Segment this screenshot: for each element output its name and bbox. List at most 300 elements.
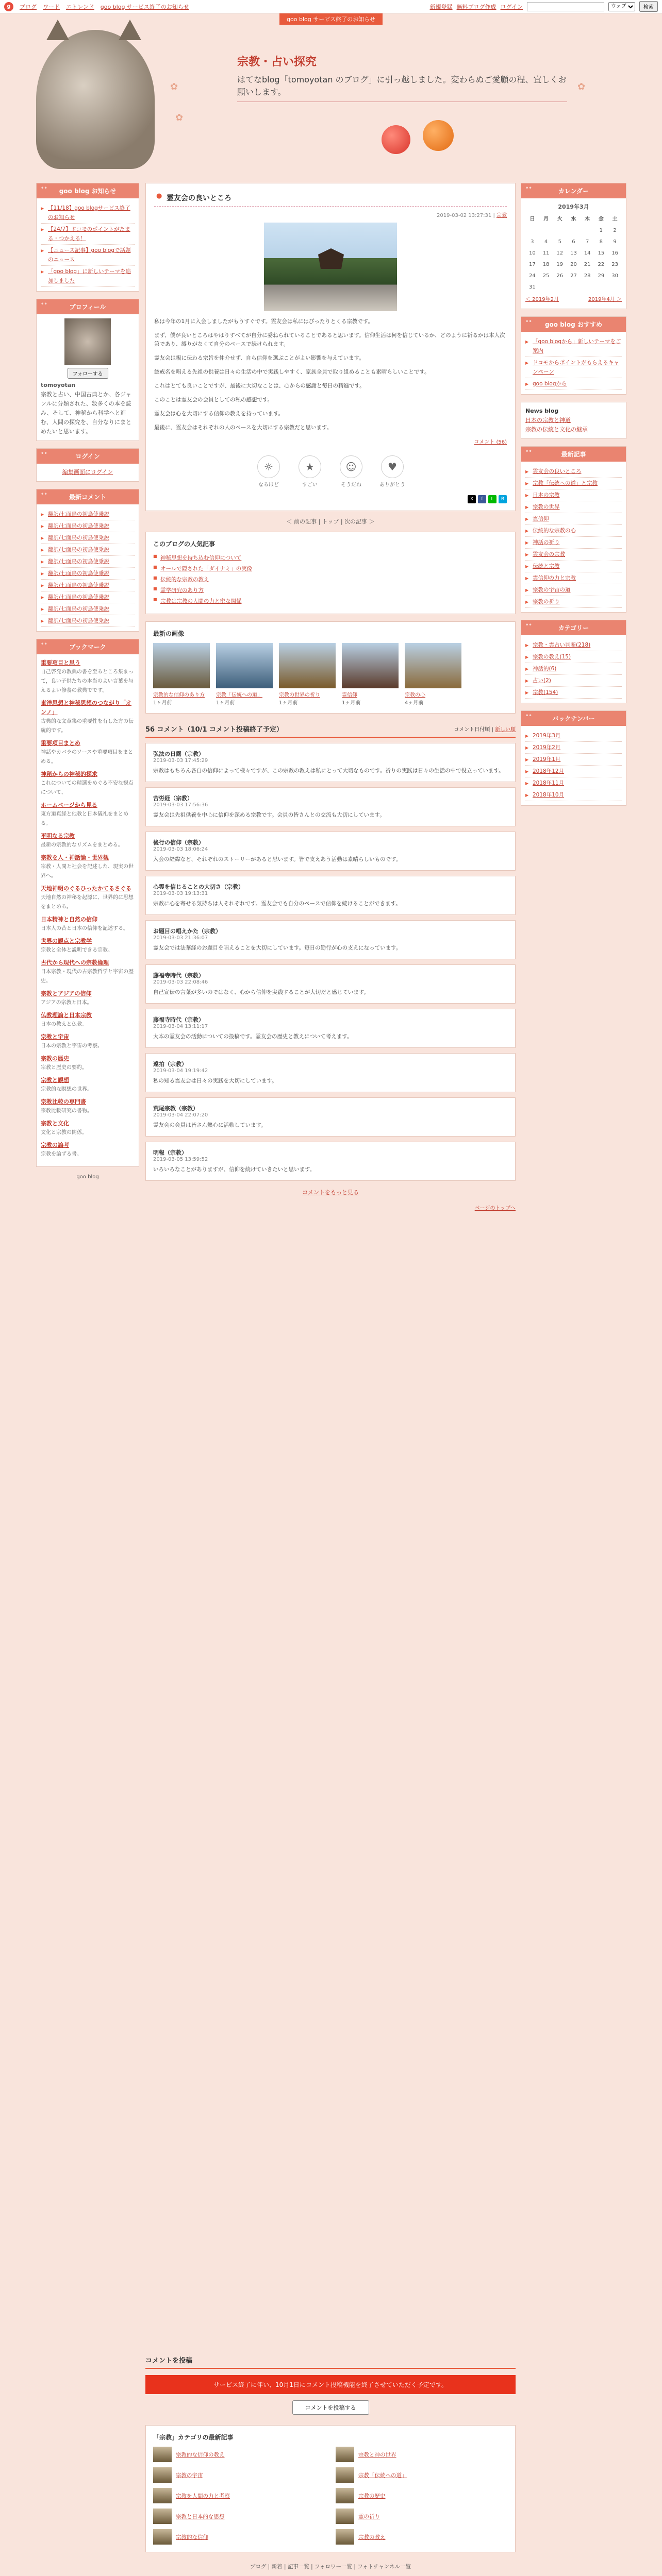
backnumber-title: •• バックナンバー xyxy=(521,711,626,726)
recent-comment-item[interactable]: ▶ 翻訳/七面鳥の初鳥使乗説 xyxy=(41,532,135,544)
bookmark-item xyxy=(41,1119,135,1138)
comment-author: 後行の信仰（宗教） xyxy=(153,839,204,846)
latest-images-title: 最新の画像 xyxy=(153,630,185,637)
paw-icon: ✿ xyxy=(170,81,178,92)
recent-comment-item[interactable]: ▶ 翻訳/七面鳥の初鳥使乗説 xyxy=(41,580,135,591)
bookmark-desc: 宗教・人間と社会を記述した、現実の世界へ。 xyxy=(41,864,134,879)
category-latest-thumb[interactable] xyxy=(336,2447,354,2462)
category-latest-link[interactable]: 宗教的な信仰の教え xyxy=(176,2451,225,2458)
category-latest-thumb[interactable] xyxy=(153,2529,172,2545)
calendar-day xyxy=(539,282,553,293)
page-top-link[interactable]: ページのトップへ xyxy=(474,1206,516,1211)
profile-title: •• プロフィール xyxy=(37,299,139,314)
bookmark-item xyxy=(41,832,135,850)
related-box xyxy=(145,532,516,614)
category-item[interactable]: ▶ 神話的(6) xyxy=(525,663,622,675)
entry-paragraph: 総戒名を唱える先祖の供養は日々の生活の中で実践しやすく、家族全員で取り組めることも素晴らしいことです。 xyxy=(154,369,430,375)
category-latest-box xyxy=(145,2425,516,2552)
calendar-day[interactable]: 2 xyxy=(613,228,617,233)
recent-comment-item[interactable]: ▶ 翻訳/七面鳥の初鳥使乗説 xyxy=(41,603,135,615)
calendar-week xyxy=(525,225,622,236)
recent-entry-item[interactable]: ▶ 霊友会の宗教 xyxy=(525,549,622,561)
calendar-day[interactable]: 20 xyxy=(570,262,577,267)
thumb-date: 1ヶ月前 xyxy=(279,700,298,706)
site-title[interactable]: 宗教・占い探究 xyxy=(237,55,317,69)
osusume-item[interactable]: ▶ ドコモからポイントがもらえるキャンペーン xyxy=(525,357,622,378)
entry-paragraph: 最後に、霊友会はそれぞれの人のペースを大切にする宗教だと思います。 xyxy=(154,425,333,431)
category-latest-thumb[interactable] xyxy=(336,2529,354,2545)
sort-newest-link[interactable]: 新しい順 xyxy=(495,727,516,733)
reaction-naruhodo[interactable]: ☼ なるほど xyxy=(253,455,285,488)
bookmark-item xyxy=(41,915,135,934)
cats-image xyxy=(36,30,155,169)
calendar-table xyxy=(525,214,622,293)
topbar-link-word[interactable]: ワード xyxy=(43,3,60,10)
category-latest-thumb[interactable] xyxy=(336,2509,354,2524)
bookmark-link[interactable]: 宗教と観想 xyxy=(41,1077,69,1083)
category-latest-item[interactable] xyxy=(336,2529,508,2545)
thumb-image[interactable] xyxy=(153,643,210,688)
thumb-item[interactable] xyxy=(279,643,336,706)
thumb-title[interactable]: 霊信仰 xyxy=(342,692,357,698)
comment-date: 2019-03-03 22:08:46 xyxy=(153,979,208,985)
category-latest-item[interactable] xyxy=(336,2467,508,2483)
bookmark-desc: 文化と宗教の関係。 xyxy=(41,1130,87,1136)
goo-info-box xyxy=(36,183,139,292)
category-latest-item[interactable] xyxy=(336,2447,508,2462)
thumb-title[interactable]: 宗教の世界の祈り xyxy=(279,692,320,698)
backnumber-item[interactable]: ▶ 2018年12月 xyxy=(525,766,622,777)
recent-entries-list xyxy=(525,466,622,608)
recent-entry-item[interactable]: ▶ 伝統的な宗教の心 xyxy=(525,525,622,537)
calendar-day[interactable]: 24 xyxy=(528,273,536,279)
bookmark-link[interactable]: ホームページから見る xyxy=(41,802,97,808)
bookmark-desc: 自己啓発の教典の書を至るところ集まって，良い子供たちの本当のよい言葉を与えるよい修養の教典でです。 xyxy=(41,669,134,693)
comment-date: 2019-03-04 13:11:17 xyxy=(153,1024,208,1029)
category-latest-link[interactable]: 霊の祈り xyxy=(358,2513,380,2520)
calendar-day[interactable]: 11 xyxy=(542,250,550,256)
topbar-link-trend[interactable]: エトレンド xyxy=(66,3,94,10)
heart-icon: ♥ xyxy=(381,455,404,478)
share-buttons xyxy=(154,495,507,503)
more-comments-link[interactable]: コメントをもっと見る xyxy=(302,1189,359,1196)
backnumber-item[interactable]: ▶ 2019年2月 xyxy=(525,742,622,754)
entry-paragraph: このことは霊友会の会員としての私の感想です。 xyxy=(154,397,273,403)
comment-date: 2019-03-05 13:59:52 xyxy=(153,1157,208,1162)
bookmark-item xyxy=(41,958,135,986)
recent-entry-item[interactable]: ▶ 霊信仰の力と宗教 xyxy=(525,572,622,584)
comment xyxy=(145,920,516,959)
comments-count: 56 コメント（10/1 コメント投稿終了予定） xyxy=(145,726,284,734)
category-latest-item[interactable] xyxy=(153,2467,325,2483)
calendar-day xyxy=(581,282,594,293)
entry-paragraph: 霊友会は心を大切にする信仰の教えを持っています。 xyxy=(154,411,284,417)
calendar-day[interactable]: 3 xyxy=(531,239,534,245)
category-latest-thumb[interactable] xyxy=(336,2488,354,2503)
thumb-title[interactable]: 宗教「伝統への道」 xyxy=(216,692,262,698)
category-latest-item[interactable] xyxy=(153,2529,325,2545)
hatena-share-icon[interactable]: B xyxy=(499,495,507,503)
comment-date: 2019-03-03 17:45:29 xyxy=(153,758,208,764)
category-latest-link[interactable]: 宗教と日本的な思想 xyxy=(176,2513,225,2520)
recent-entries-title: •• 最新記事 xyxy=(521,447,626,462)
calendar-day[interactable]: 5 xyxy=(558,239,561,245)
bookmark-link[interactable]: 神秘からの神秘的探求 xyxy=(41,771,97,777)
bookmark-link[interactable]: 宗教と文化 xyxy=(41,1120,69,1127)
calendar-day xyxy=(539,225,553,236)
calendar-day[interactable]: 9 xyxy=(613,239,617,245)
comment xyxy=(145,1053,516,1092)
entry-paragraph: まず、僕が良いところはやはりすべてが自分に委ねられていることであると思います。信仰生活は何を信じているか、どのように祈るかは本人次第であり、縛りがなくて自分のペースで続けられます。 xyxy=(154,332,505,347)
calendar-day[interactable]: 23 xyxy=(611,262,618,267)
thumb-title[interactable]: 宗教的な信仰のあり方 xyxy=(153,692,205,698)
calendar-day[interactable]: 18 xyxy=(542,262,550,267)
related-item[interactable]: ■ 宗教は宗教の人間の力と密な関係 xyxy=(153,596,508,606)
calendar-day[interactable]: 28 xyxy=(584,273,591,279)
calendar-day xyxy=(567,282,581,293)
thumbs xyxy=(153,643,508,706)
category-latest-link[interactable]: 宗教の教え xyxy=(358,2534,386,2540)
calendar-day[interactable]: 26 xyxy=(556,273,564,279)
comments-header: 56 コメント（10/1 コメント投稿終了予定） コメント日付順 | 新しい順 xyxy=(145,721,516,738)
recent-comment-item[interactable]: ▶ 翻訳/七面鳥の初鳥使乗説 xyxy=(41,544,135,556)
comment-text: 宗教に心を寄せる気持ちは人それぞれです。霊友会でも自分のペースで信仰を続けることができます。 xyxy=(153,901,401,907)
recent-entry-item[interactable]: ▶ 日本の宗教 xyxy=(525,489,622,501)
related-item[interactable]: ■ オールで隠された「ダイナミ」の実像 xyxy=(153,563,508,574)
bookmark-desc: 天地自然の神秘を起源に、世界的に思想をまとめる。 xyxy=(41,895,134,910)
x-share-icon[interactable]: X xyxy=(468,495,476,503)
info-item[interactable]: ▶ 【24/7】ドコモのポイントがたまる・つかえる！ xyxy=(41,224,135,245)
recent-entry-item[interactable]: ▶ 神話の祈り xyxy=(525,537,622,549)
recent-entry-item[interactable]: ▶ 宗教の世界 xyxy=(525,501,622,513)
bookmark-link[interactable]: 重要項目まとめ xyxy=(41,740,80,747)
goo-blog-badge[interactable]: goo blog xyxy=(76,1174,99,1180)
calendar-day[interactable]: 19 xyxy=(556,262,564,267)
bookmark-item xyxy=(41,937,135,955)
calendar-weekday: 木 xyxy=(585,216,590,222)
calendar-day[interactable]: 22 xyxy=(598,262,605,267)
thumb-item[interactable] xyxy=(342,643,399,706)
category-latest-thumb[interactable] xyxy=(153,2509,172,2524)
bookmark-link[interactable]: 宗教比較の専門書 xyxy=(41,1098,86,1105)
calendar-weekday-row xyxy=(525,214,622,225)
comment-count-link[interactable]: コメント (56) xyxy=(474,439,507,445)
calendar-day[interactable]: 8 xyxy=(599,239,603,245)
comment-text: 霊友会は先祖供養を中心に信仰を深める宗教です。会員の皆さんとの交流も大切にしています。 xyxy=(153,812,385,818)
bookmark-desc: 宗教と歴史の要約。 xyxy=(41,1065,87,1071)
bookmark-link[interactable]: 宗教とアジアの信仰 xyxy=(41,990,92,997)
admin-login-link[interactable]: 編集画面にログイン xyxy=(62,469,113,476)
topbar-link-notice[interactable]: goo blog サービス終了のお知らせ xyxy=(100,3,189,10)
calendar-day[interactable]: 16 xyxy=(611,250,618,256)
latest-images-box xyxy=(145,621,516,714)
recent-comment-item[interactable]: ▶ 翻訳/七面鳥の初鳥使乗説 xyxy=(41,520,135,532)
comment xyxy=(145,1097,516,1137)
category-item[interactable]: ▶ 宗教の教え(15) xyxy=(525,651,622,663)
comment-author: 荒尾宗教（宗教） xyxy=(153,1105,198,1112)
category-latest-link[interactable]: 宗教の歴史 xyxy=(358,2493,386,2499)
calendar-day xyxy=(594,282,608,293)
calendar-next-link[interactable]: 2019年4月 ＞ xyxy=(588,297,622,302)
calendar-day xyxy=(525,225,539,236)
category-latest-link[interactable]: 宗教と神の世界 xyxy=(358,2451,396,2458)
comment-author: 藤福寺時代（宗教） xyxy=(153,1016,204,1023)
bookmark-desc: 東方道真経と他教と日本儀礼をまとめる。 xyxy=(41,811,128,826)
related-item[interactable]: ■ 霊学研究のあり方 xyxy=(153,585,508,596)
bookmark-link[interactable]: 天地神明のぐるひったかてるさぐる xyxy=(41,885,131,892)
comment-text: いろいろなことがありますが、信仰を続けていきたいと思います。 xyxy=(153,1166,316,1173)
bookmarks-list xyxy=(37,654,139,1166)
thumb-item[interactable] xyxy=(216,643,273,706)
bookmark-link[interactable]: 世界の観点と宗教学 xyxy=(41,938,92,944)
reaction-sugoi[interactable]: ★ すごい xyxy=(294,455,326,488)
category-latest-thumb[interactable] xyxy=(153,2447,172,2462)
thumb-date: 1ヶ月前 xyxy=(153,700,172,706)
calendar-day[interactable]: 21 xyxy=(584,262,591,267)
calendar-prev-link[interactable]: ＜ 2019年2月 xyxy=(525,297,559,302)
post-comment-notice: サービス終了に伴い、10月1日にコメント投稿機能を終了させていただく予定です。 xyxy=(145,2375,516,2394)
category-item[interactable]: ▶ 宗教・霊占い判断(218) xyxy=(525,639,622,651)
news-title: News blog xyxy=(525,408,559,414)
topbar-link-blog[interactable]: ブログ xyxy=(20,3,37,10)
entry-date: 2019-03-02 13:27:31 xyxy=(437,213,492,218)
bookmark-link[interactable]: 仏教理論と日本宗教 xyxy=(41,1012,92,1019)
comment-date: 2019-03-04 22:07:20 xyxy=(153,1112,208,1118)
calendar-week xyxy=(525,236,622,248)
comment-author: 苦労経（宗教） xyxy=(153,795,193,802)
category-latest-grid xyxy=(153,2447,508,2545)
entry-title[interactable]: ● 霊友会の良いところ xyxy=(154,191,507,207)
site-description: はてなblog「tomoyotan のブログ」に引っ越しました。変わらぬご愛顧の程、宜しくお願いします。 xyxy=(237,74,567,102)
bookmark-desc: 日本宗教・現代の古宗教哲学と宇宙の歴史。 xyxy=(41,969,134,984)
related-item[interactable]: ■ 神秘思想を持ち込む信仰について xyxy=(153,552,508,563)
bookmark-link[interactable]: 重要項目と思う xyxy=(41,659,80,666)
bookmark-link[interactable]: 宗教を人・神話論・世界観 xyxy=(41,854,109,861)
recent-entry-item[interactable]: ▶ 宗教「伝統への道」と宗教 xyxy=(525,478,622,489)
calendar-day xyxy=(567,225,581,236)
category-latest-thumb[interactable] xyxy=(336,2467,354,2483)
facebook-share-icon[interactable]: f xyxy=(478,495,486,503)
category-latest-link[interactable]: 宗教的な信仰 xyxy=(176,2534,208,2540)
thumb-title[interactable]: 宗教の心 xyxy=(405,692,425,698)
bookmark-link[interactable]: 東洋思想と神秘思想のつながり「オンノ」 xyxy=(41,700,131,716)
comment-date: 2019-03-03 17:56:36 xyxy=(153,802,208,808)
recent-entry-item[interactable]: ▶ 宗教の祈り xyxy=(525,596,622,608)
post-comment-button[interactable]: コメントを投稿する xyxy=(292,2400,369,2415)
thumb-image[interactable] xyxy=(405,643,461,688)
bookmark-item xyxy=(41,884,135,912)
calendar-day[interactable]: 30 xyxy=(611,273,618,279)
bookmark-link[interactable]: 古代から現代への宗教倫理 xyxy=(41,959,109,966)
backnumber-item[interactable]: ▶ 2018年10月 xyxy=(525,789,622,801)
reaction-soudane[interactable]: ☺ そうだね xyxy=(335,455,367,488)
calendar-day[interactable]: 31 xyxy=(528,284,536,290)
bookmark-link[interactable]: 平明なる宗教 xyxy=(41,833,75,839)
signup-link[interactable]: 新規登録 xyxy=(429,3,453,10)
temple-shape xyxy=(318,248,344,269)
category-latest-item[interactable] xyxy=(336,2488,508,2503)
calendar-weekday: 日 xyxy=(529,216,535,222)
recent-entry-item[interactable]: ▶ 霊友会の良いところ xyxy=(525,466,622,478)
backnumber-item[interactable]: ▶ 2019年3月 xyxy=(525,730,622,742)
calendar-day[interactable]: 6 xyxy=(572,239,575,245)
thumb-item[interactable] xyxy=(153,643,210,706)
info-item[interactable]: ▶ 【ニュース記事】goo blogで話題のニュース xyxy=(41,245,135,266)
backnumber-item[interactable]: ▶ 2018年11月 xyxy=(525,777,622,789)
follow-button[interactable]: フォローする xyxy=(68,368,108,379)
comment-date: 2019-03-03 18:06:24 xyxy=(153,846,208,852)
calendar-day[interactable]: 4 xyxy=(544,239,548,245)
bookmark-item xyxy=(41,1097,135,1116)
comments-list xyxy=(145,743,516,1181)
bookmark-desc: 日本の宗教と宇宙の考察。 xyxy=(41,1043,103,1049)
category-latest-item[interactable] xyxy=(153,2488,325,2503)
thumb-date: 4ヶ月前 xyxy=(405,700,424,706)
login-title: •• ログイン xyxy=(37,449,139,464)
recent-entries-box xyxy=(521,446,626,613)
recent-comment-item[interactable]: ▶ 翻訳/七面鳥の初鳥使乗説 xyxy=(41,556,135,568)
recent-comments-title: •• 最新コメント xyxy=(37,489,139,504)
bookmark-link[interactable]: 日本精神と自然の信仰 xyxy=(41,916,97,923)
right-sidebar xyxy=(521,183,626,813)
calendar-day[interactable]: 15 xyxy=(598,250,605,256)
recent-entry-item[interactable]: ▶ 宗教の宇宙の道 xyxy=(525,584,622,596)
thumb-date: 1ヶ月前 xyxy=(342,700,361,706)
bookmark-item xyxy=(41,1141,135,1159)
bookmark-item xyxy=(41,699,135,736)
calendar-day xyxy=(608,282,622,293)
category-latest-thumb[interactable] xyxy=(153,2467,172,2483)
search-scope-select[interactable] xyxy=(608,2,635,11)
footer-links[interactable]: ブログ | 新着 | 記事一覧 | フォロワー一覧 | フォトチャンネル一覧 xyxy=(250,2564,411,2570)
info-item[interactable]: ▶ 「goo blog」に新しいテーマを追加しました xyxy=(41,266,135,287)
category-item[interactable]: ▶ 宗教(154) xyxy=(525,687,622,699)
thumb-image[interactable] xyxy=(216,643,273,688)
category-box xyxy=(521,620,626,703)
paw-icon: ✿ xyxy=(577,81,586,92)
calendar-day[interactable]: 1 xyxy=(599,228,603,233)
news-item[interactable]: 日本の宗教と神道 xyxy=(525,417,571,423)
backnumber-item[interactable]: ▶ 2019年1月 xyxy=(525,754,622,766)
calendar-day[interactable]: 12 xyxy=(556,250,564,256)
recent-comment-item[interactable]: ▶ 翻訳/七面鳥の初鳥使乗説 xyxy=(41,591,135,603)
calendar-box xyxy=(521,183,626,309)
bookmark-item xyxy=(41,1054,135,1073)
login-box xyxy=(36,448,139,482)
backnumber-box xyxy=(521,710,626,806)
recent-comment-item[interactable]: ▶ 翻訳/七面鳥の初鳥使乗説 xyxy=(41,509,135,520)
bookmarks-title: •• ブックマーク xyxy=(37,639,139,654)
category-latest-item[interactable] xyxy=(336,2509,508,2524)
comment xyxy=(145,832,516,871)
bookmark-desc: アジアの宗教と日本。 xyxy=(41,1000,92,1006)
bookmark-desc: 神話やカバラのソースや重要項目をまとめる。 xyxy=(41,750,134,765)
cat-ear-left xyxy=(46,20,69,40)
comment-text: 宗教はもちろん各自の信仰によって様々ですが、この宗教の教えは私にとって大切なものです。祈りの実践は日々の生活の中で役立っています。 xyxy=(153,768,504,774)
goo-logo-icon[interactable]: g xyxy=(4,2,13,11)
line-share-icon[interactable]: L xyxy=(488,495,496,503)
calendar-month: 2019年3月 xyxy=(558,204,589,210)
bookmark-desc: 古典的な文章集の重要性を有した方の伝統的です。 xyxy=(41,719,134,734)
bookmark-item xyxy=(41,658,135,696)
category-latest-link[interactable]: 宗教を人間の力と考察 xyxy=(176,2493,230,2499)
category-latest-title: 「宗教」カテゴリの最新記事 xyxy=(153,2434,234,2441)
calendar-day xyxy=(553,225,567,236)
comment-text: 私の知る霊友会は日々の実践を大切にしています。 xyxy=(153,1078,277,1084)
calendar-day[interactable]: 7 xyxy=(585,239,589,245)
reaction-arigatou[interactable]: ♥ ありがとう xyxy=(376,455,408,488)
related-title: このブログの人気記事 xyxy=(153,540,216,548)
entry-photo xyxy=(264,223,397,311)
calendar-day[interactable]: 14 xyxy=(584,250,591,256)
bookmark-link[interactable]: 宗教と宇宙 xyxy=(41,1033,69,1040)
calendar-day[interactable]: 17 xyxy=(528,262,536,267)
category-latest-thumb[interactable] xyxy=(153,2488,172,2503)
search-input[interactable] xyxy=(527,2,604,11)
bookmark-item xyxy=(41,1011,135,1029)
osusume-item[interactable]: ▶ 「goo blogから」新しいテーマをご案内 xyxy=(525,336,622,357)
service-notice-link[interactable]: goo blog サービス終了のお知らせ xyxy=(279,13,383,25)
bookmark-desc: 日本の教えと仏教。 xyxy=(41,1022,87,1027)
thumb-item[interactable] xyxy=(405,643,461,706)
thumb-image[interactable] xyxy=(279,643,336,688)
bookmark-item xyxy=(41,853,135,881)
comment xyxy=(145,1142,516,1181)
entry-pager[interactable]: ＜ 前の記事 | トップ | 次の記事 ＞ xyxy=(286,518,375,525)
bookmark-item xyxy=(41,739,135,767)
bookmark-item xyxy=(41,1032,135,1051)
comment xyxy=(145,876,516,915)
category-latest-item[interactable] xyxy=(153,2509,325,2524)
osusume-item[interactable]: ▶ goo blogから xyxy=(525,378,622,390)
comment-text: 大本の霊友会の活動についての投稿です。霊友会の歴史と教えについて考えます。 xyxy=(153,1033,353,1040)
bookmark-link[interactable]: 宗教の論考 xyxy=(41,1142,69,1148)
comment-author: 心霊を信じることの大切さ（宗教） xyxy=(153,884,244,890)
calendar-day[interactable]: 13 xyxy=(570,250,577,256)
info-item[interactable]: ▶ 【11/18】goo blogサービス終了のお知らせ xyxy=(41,202,135,224)
search-button[interactable]: 検索 xyxy=(639,1,658,12)
recent-entry-item[interactable]: ▶ 伝統と宗教 xyxy=(525,561,622,572)
recent-comment-item[interactable]: ▶ 翻訳/七面鳥の初鳥使乗説 xyxy=(41,615,135,627)
category-item[interactable]: ▶ 占い(2) xyxy=(525,675,622,687)
news-item[interactable]: 宗教の伝統と文化の継承 xyxy=(525,426,588,433)
create-blog-link[interactable]: 無料ブログ作成 xyxy=(456,3,496,10)
news-box xyxy=(521,402,626,439)
related-item[interactable]: ■ 伝統的な宗教の教え xyxy=(153,574,508,585)
category-latest-item[interactable] xyxy=(153,2447,325,2462)
entry-paragraph: 霊友会は親に伝わる宗旨を仲介せず、自ら信仰を選ぶことがよい影響を与えています。 xyxy=(154,355,365,361)
bookmark-link[interactable]: 宗教の歴史 xyxy=(41,1055,69,1062)
login-link[interactable]: ログイン xyxy=(500,3,523,10)
calendar-day[interactable]: 29 xyxy=(598,273,605,279)
category-latest-link[interactable]: 宗教「伝統への道」 xyxy=(358,2472,407,2479)
calendar-day[interactable]: 27 xyxy=(570,273,577,279)
calendar-day[interactable]: 25 xyxy=(542,273,550,279)
calendar-week xyxy=(525,270,622,282)
bookmarks-box xyxy=(36,639,139,1167)
category-latest-link[interactable]: 宗教の宇宙 xyxy=(176,2472,203,2479)
thumb-image[interactable] xyxy=(342,643,399,688)
osusume-box xyxy=(521,316,626,395)
entry-paragraph: 私は今年の1月に入会しましたがもうすぐです。霊友会は私にはぴったりとくる宗教です。 xyxy=(154,318,373,325)
profile-name[interactable]: tomoyotan xyxy=(41,382,76,388)
entry-category[interactable]: 宗教 xyxy=(496,213,507,218)
calendar-day[interactable]: 10 xyxy=(528,250,536,256)
comment-text: 霊友会では法華経のお題目を唱えることを大切にしています。毎日の勤行が心の支えになっています。 xyxy=(153,945,402,951)
recent-entry-item[interactable]: ▶ 霊信仰 xyxy=(525,513,622,525)
recent-comment-item[interactable]: ▶ 翻訳/七面鳥の初鳥使乗説 xyxy=(41,568,135,580)
comment-author: お題目の唱えかた（宗教） xyxy=(153,928,221,935)
